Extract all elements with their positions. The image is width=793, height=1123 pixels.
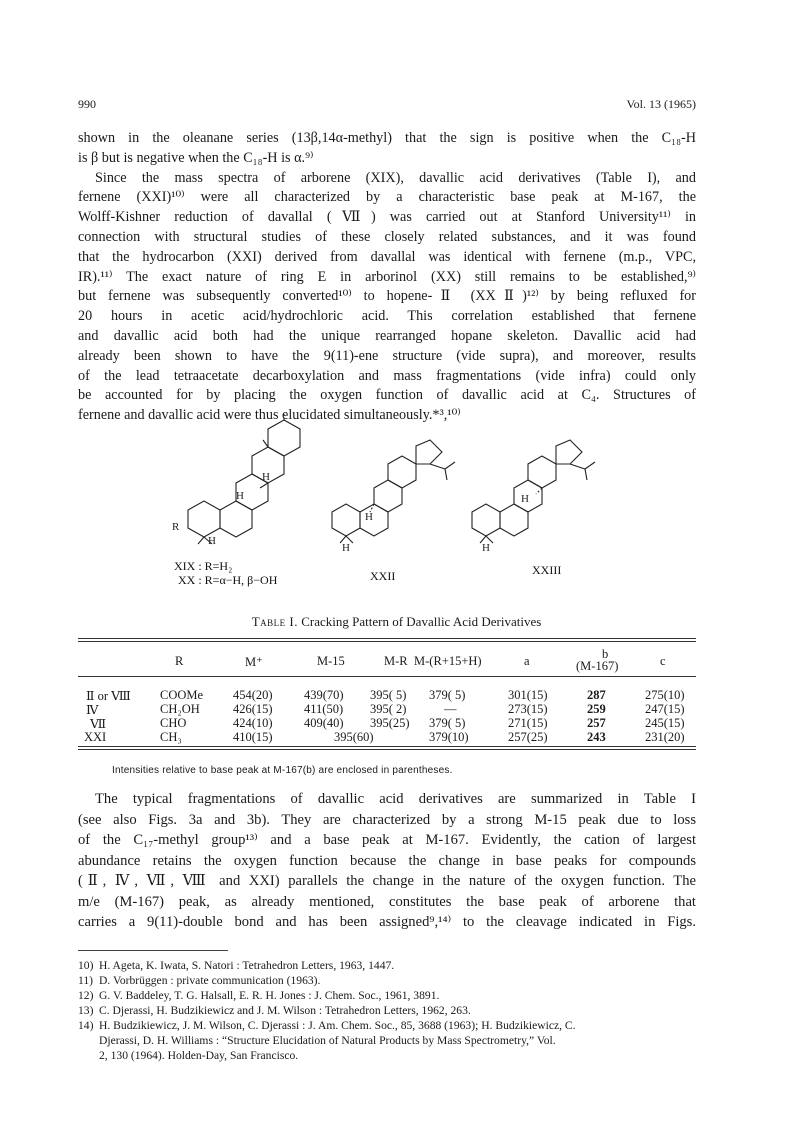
table-cell: —	[444, 702, 457, 716]
table-cell: 411(50)	[304, 702, 344, 716]
text-line: is β but is negative when the C₁₈-H is α.⁹⁾	[78, 149, 314, 166]
table-cell: Ⅳ	[86, 703, 99, 717]
footnote-continuation: 2, 130 (1964). Holden-Day, San Francisco.	[99, 1049, 299, 1062]
footnote	[78, 973, 696, 988]
text-line: fernene (XXI)¹⁰⁾ were all characterized by a characteristic base peak at M-167, the	[78, 189, 696, 206]
table-cell: COOMe	[160, 688, 204, 702]
footnote-text: H. Budzikiewicz, J. M. Wilson, C. Djerassi : J. Am. Chem. Soc., 85, 3688 (1963); H. Budzikiewicz, C.	[99, 1019, 576, 1032]
footnote	[78, 958, 696, 973]
table-top-rule	[78, 638, 696, 639]
footnote-rule	[78, 950, 228, 951]
atom-label-h: H	[482, 542, 490, 554]
text-line: 20 hours in acetic acid/hydrochloric acid. This correlation established that fernene	[78, 308, 696, 325]
table-cell: 257	[587, 716, 606, 730]
table-note: Intensities relative to base peak at M-167(b) are enclosed in parentheses.	[112, 765, 453, 776]
table-bottom-rule	[78, 749, 696, 750]
structure-xxii	[332, 440, 455, 543]
text-line: Since the mass spectra of arborene (XIX), davallic acid derivatives (Table I), and	[95, 169, 696, 186]
table-header-row	[78, 647, 696, 673]
table-bottom-rule	[78, 746, 696, 747]
text-line: of the C₁₇-methyl group¹³⁾ and a base peak at M-167. Evidently, the cation of largest	[78, 832, 696, 848]
table-cell: 273(15)	[508, 702, 548, 716]
text-line: fernene and davallic acid were thus elucidated simultaneously.*³,¹⁰⁾	[78, 407, 461, 424]
footnote-number: 13)	[78, 1004, 94, 1017]
table-cell: 245(15)	[645, 716, 685, 730]
table-cell: 257(25)	[508, 730, 548, 744]
table-cell: 439(70)	[304, 688, 344, 702]
footnote-text: D. Vorbrüggen : private communication (1963).	[99, 974, 321, 987]
table-cell: Ⅶ	[90, 717, 107, 731]
table-caption	[0, 614, 793, 630]
table-cell: Ⅱ or Ⅷ	[86, 689, 131, 703]
table-cell: 379( 5)	[429, 688, 466, 702]
atom-label-h: H	[262, 471, 270, 483]
table-cell: 259	[587, 702, 606, 716]
table-cell: 395( 5)	[370, 688, 407, 702]
footnote-number: 10)	[78, 959, 94, 972]
text-line: abundance retains the oxygen function because the change in base peaks for compounds	[78, 852, 696, 869]
table-cell: 395( 2)	[370, 702, 407, 716]
text-line: (Ⅱ, Ⅳ, Ⅶ, Ⅷ and XXI) parallels the change in the nature of the oxygen function. The	[78, 873, 696, 889]
chemical-structures-figure	[160, 412, 620, 612]
text-line: carries a 9(11)-double bond and has been assigned⁹,¹⁴⁾ to the cleavage indicated in Figs.	[78, 914, 696, 930]
column-header: M-(R+15+H)	[414, 654, 482, 668]
structure-label-xx: XX : R=α−H, β−OH	[178, 573, 278, 587]
table-cell: 275(10)	[645, 688, 685, 702]
table-cell: 410(15)	[233, 730, 273, 744]
table-cell: 424(10)	[233, 716, 273, 730]
structure-xxiii	[472, 440, 595, 543]
footnote-number: 12)	[78, 989, 94, 1002]
structure-xix	[188, 412, 300, 544]
body-paragraph-2	[78, 789, 696, 933]
column-header: a	[524, 654, 530, 668]
body-paragraph-1	[78, 129, 696, 426]
table-cell: 231(20)	[645, 730, 685, 744]
table-cell: CH₂OH	[160, 702, 200, 716]
text-line: already been shown to have the 9(11)-ene structure (vide supra), and moreover, results	[78, 347, 696, 364]
table-top-rule	[78, 641, 696, 642]
cracking-pattern-table	[78, 646, 696, 746]
footnotes	[78, 958, 696, 1063]
table-cell: 271(15)	[508, 716, 548, 730]
structure-label-xxii: XXII	[370, 569, 396, 583]
table-cell: CHO	[160, 716, 187, 730]
column-header: (M-167)	[576, 659, 619, 673]
structure-label-xix: XIX : R=H₂	[174, 559, 233, 573]
table-cell: 287	[587, 688, 606, 702]
structure-label-xxiii: XXIII	[532, 563, 562, 577]
table-caption-text: Cracking Pattern of Davallic Acid Derivatives	[301, 614, 542, 629]
table-row	[78, 702, 696, 716]
table-cell: 454(20)	[233, 688, 273, 702]
table-cell: 426(15)	[233, 702, 273, 716]
atom-label-h: H	[365, 511, 373, 523]
footnote-number: 14)	[78, 1019, 94, 1032]
text-line: connection with structural studies of these closely related substances, and it was found	[78, 228, 696, 245]
column-header: b	[602, 647, 609, 661]
text-line: shown in the oleanane series (13β,14α-methyl) that the sign is positive when the C₁₈-H	[78, 130, 696, 146]
text-line: The typical fragmentations of davallic acid derivatives are summarized in Table I	[95, 791, 696, 807]
column-header: M-15	[317, 654, 345, 668]
table-row	[78, 716, 696, 730]
column-header: M-R	[384, 654, 408, 668]
text-line: Wolff-Kishner reduction of davallal (Ⅶ) was carried out at Stanford University¹¹⁾ in	[78, 209, 696, 226]
table-row	[78, 730, 696, 744]
footnote-continuation: Djerassi, D. H. Williams : “Structure Elucidation of Natural Products by Mass Spectrometry,” Vol.	[99, 1034, 556, 1047]
table-cell: 395(60)	[334, 730, 374, 744]
text-line: of the lead tetraacetate decarboxylation and mass fragmentations (vide infra) could only	[78, 367, 696, 384]
text-line: m/e (M-167) peak, as already mentioned, constitutes the base peak of arborene that	[78, 893, 696, 910]
footnote-text: G. V. Baddeley, T. G. Halsall, E. R. H. Jones : J. Chem. Soc., 1961, 3891.	[99, 989, 440, 1002]
footnote-text: H. Ageta, K. Iwata, S. Natori : Tetrahedron Letters, 1963, 1447.	[99, 959, 395, 972]
column-header: M⁺	[245, 655, 263, 669]
table-cell: XXI	[84, 730, 107, 744]
footnote-number: 11)	[78, 974, 94, 987]
table-cell: 409(40)	[304, 716, 344, 730]
column-header: R	[175, 654, 184, 668]
text-line: that the hydrocarbon (XXI) derived from davallal was identical with fernene (m.p., VPC,	[78, 248, 696, 265]
table-row	[78, 688, 696, 702]
table-cell: 379( 5)	[429, 716, 466, 730]
atom-label-h: H	[521, 493, 529, 505]
footnote	[78, 1003, 696, 1018]
text-line: be accounted for by placing the oxygen function of davallic acid at C₄. Structures of	[78, 387, 696, 404]
table-cell: 243	[587, 730, 606, 744]
text-line: (see also Figs. 3a and 3b). They are characterized by a strong M-15 peak due to loss	[78, 811, 696, 828]
atom-label-h: H	[208, 535, 216, 547]
table-cell: 395(25)	[370, 716, 410, 730]
atom-label-r: R	[172, 521, 180, 533]
atom-label-h: H	[236, 490, 244, 502]
table-cell: 247(15)	[645, 702, 685, 716]
table-cell: 301(15)	[508, 688, 548, 702]
column-header: c	[660, 654, 666, 668]
footnote-text: C. Djerassi, H. Budzikiewicz and J. M. Wilson : Tetrahedron Letters, 1962, 263.	[99, 1004, 471, 1017]
footnote	[78, 988, 696, 1003]
text-line: but fernene was subsequently converted¹⁰⁾ to hopene-Ⅱ (XXⅡ)¹²⁾ by being refluxed for	[78, 288, 696, 305]
table-cell: CH₃	[160, 730, 182, 744]
text-line: IR).¹¹⁾ The exact nature of ring E in arborinol (XX) still remains to be established,⁹⁾	[78, 268, 696, 285]
atom-label-h: H	[342, 542, 350, 554]
volume-header: Vol. 13 (1965)	[626, 97, 696, 111]
footnote	[78, 1018, 696, 1033]
table-caption-prefix: Table I.	[251, 614, 298, 629]
text-line: and davallic acid both had the unique rearranged hopane skeleton. Davallic acid had	[78, 327, 696, 344]
table-cell: 379(10)	[429, 730, 469, 744]
page-number: 990	[78, 97, 96, 111]
